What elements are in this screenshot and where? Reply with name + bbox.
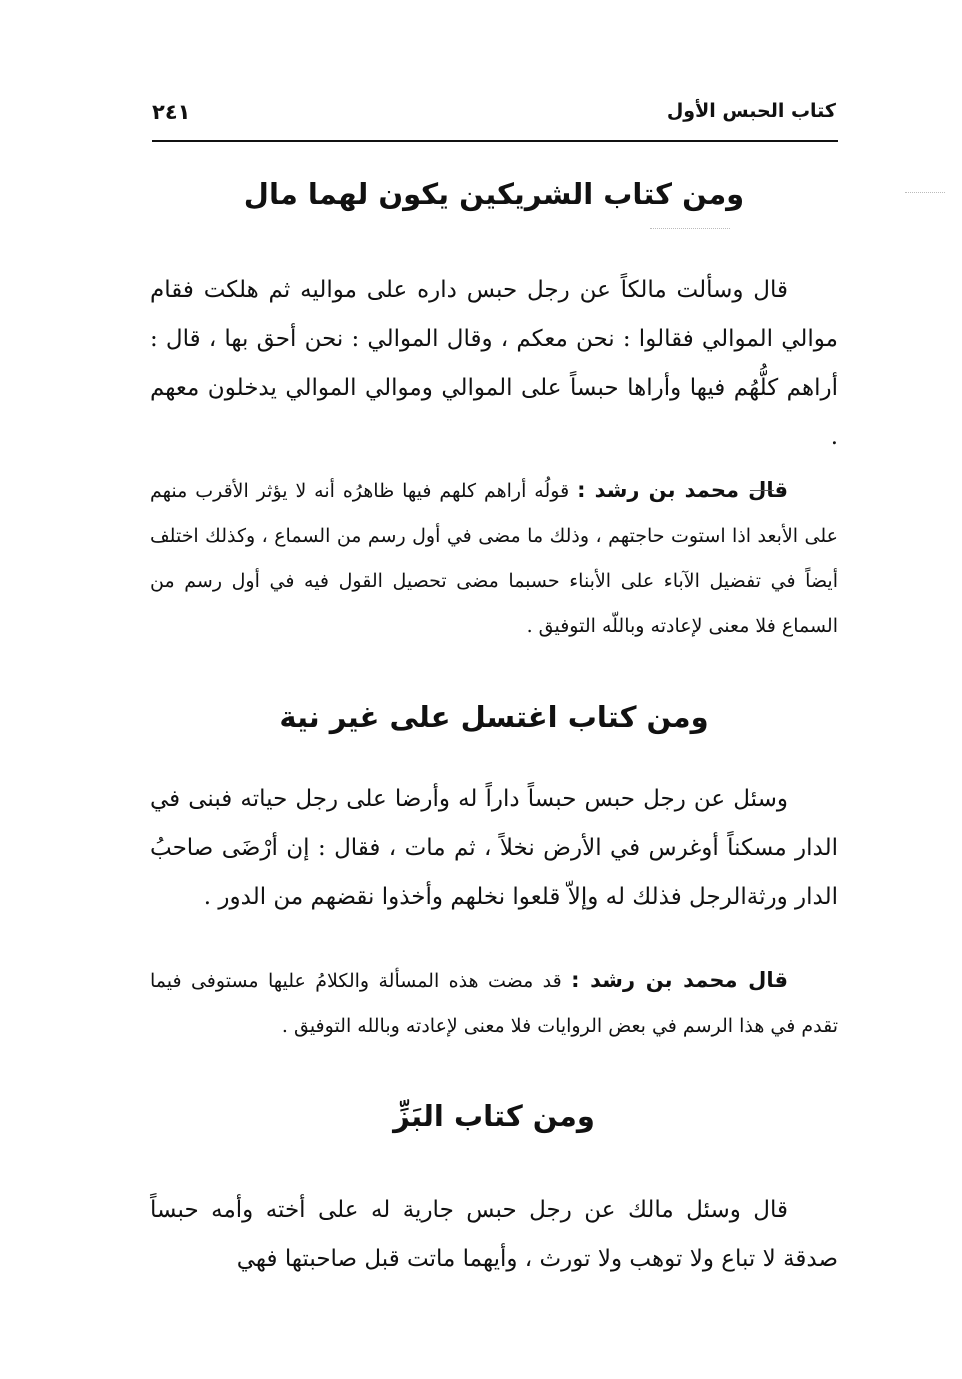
commentator-name: قال محمد بن رشد :: [577, 478, 788, 502]
section-heading: ومن كتاب الشريكين يكون لهما مال: [243, 177, 745, 211]
paragraph-text: وسئل عن رجل حبس حبساً داراً له وأرضا على رجل حياته فبنى في الدار مسكناً أوغرس في الأرض نخلاً ، ثم مات ، فقال : إن أرْضَى صاحبُ الدار ورثةالرجل فذلك له وإلاّ قلعوا نخلهم وأخذوا نقضهم من الدور .: [150, 786, 838, 910]
paragraph: [150, 266, 838, 462]
commentary-paragraph: [150, 958, 838, 1049]
paragraph-text: قال وسألت مالكاً عن رجل حبس داره على مواليه ثم هلكت فقام موالي الموالي فقالوا : نحن معكم ، وقال الموالي : نحن أحق بها ، قال : أراهم كلُّهُم فيها وأراها حبساً على الموالي وموالي الموالي يدخلون معهم .: [150, 277, 838, 450]
commentary-paragraph: [150, 468, 838, 649]
dash-mark: [750, 490, 774, 491]
book-title: كتاب الحبس الأول: [666, 100, 836, 122]
header-rule: [152, 140, 838, 142]
scan-artifact: [905, 192, 945, 193]
page-number: ٢٤١: [152, 100, 191, 124]
running-header: [152, 98, 836, 142]
commentator-name: قال محمد بن رشد :: [571, 968, 788, 992]
paragraph-text: قال وسئل مالك عن رجل حبس جارية له على أخته وأمه حبساً صدقة لا تباع ولا توهب ولا تورث ، وأيهما ماتت قبل صاحبتها فهي: [150, 1197, 838, 1272]
commentary-text: قولُه أراهم كلهم فيها ظاهرُه أنه لا يؤثر الأقرب منهم على الأبعد اذا استوت حاجتهم ، وذلك ما مضى في أول رسم من السماع ، وكذلك اختلف أيضاً في تفضيل الآباء على الأبناء حسبما مضى تحصيل القول فيه في أول رسم من السماع فلا معنى لإعادته وباللّه التوفيق .: [150, 480, 838, 637]
scan-artifact: [650, 228, 730, 229]
section-heading: ومن كتاب البَزِّ: [393, 1099, 595, 1133]
paragraph: [150, 775, 838, 922]
commentary-text: قد مضت هذه المسألة والكلامُ عليها مستوفى فيما تقدم في هذا الرسم في بعض الروايات فلا معنى لإعادته وبالله التوفيق .: [150, 970, 838, 1037]
section-heading: ومن كتاب اغتسل على غير نية: [279, 700, 709, 734]
paragraph: [150, 1186, 838, 1284]
